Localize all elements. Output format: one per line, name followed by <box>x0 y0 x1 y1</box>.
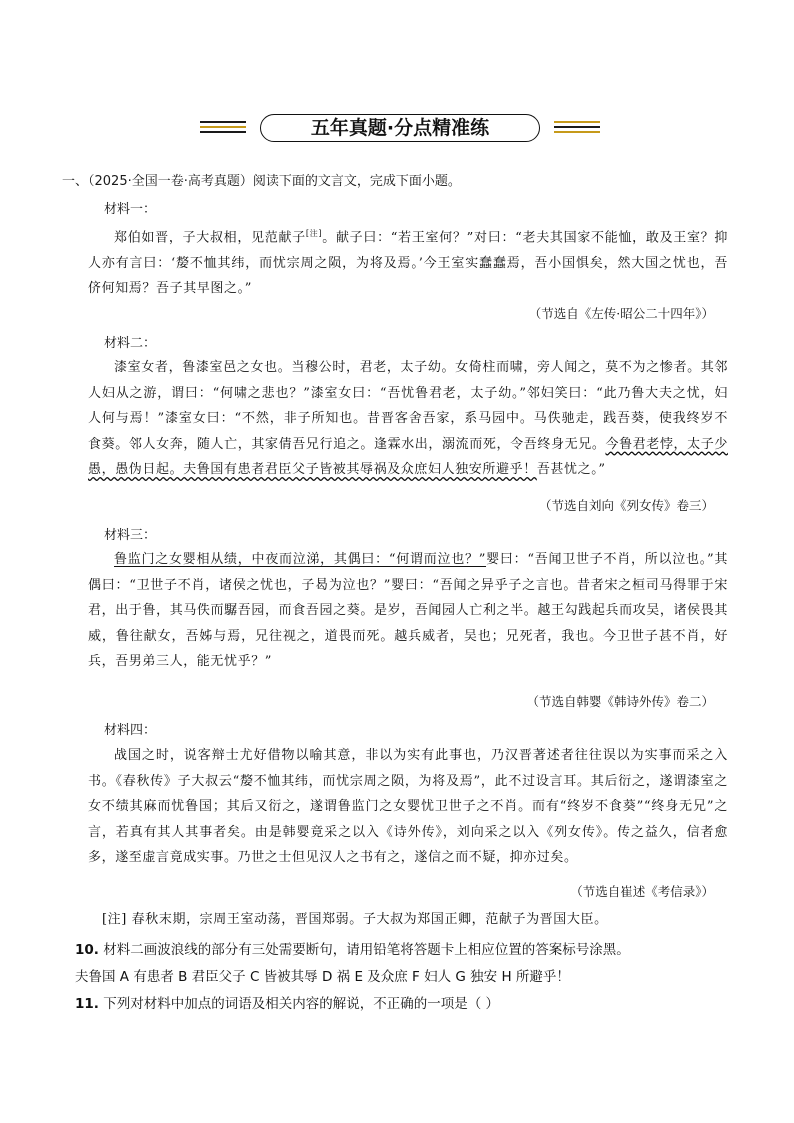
question-10-text: 材料二画波浪线的部分有三处需要断句，请用铅笔将答题卡上相应位置的答案标号涂黑。 <box>103 942 630 958</box>
question-10-number: 10. <box>75 942 99 958</box>
banner-title: 五年真题·分点精准练 <box>260 114 540 142</box>
section-banner <box>200 112 600 146</box>
material-1-text <box>88 221 728 302</box>
material-3-text <box>88 547 728 675</box>
material-1-label: 材料一： <box>104 202 157 217</box>
material-2-citation: （节选自刘向《列女传》卷三） <box>538 498 714 513</box>
material-2-text <box>88 355 728 483</box>
material-1-citation: （节选自《左传·昭公二十四年》） <box>528 306 714 321</box>
question-10-options: 夫鲁国 A 有患者 B 君臣父子 C 皆被其辱 D 祸 E 及众庶 F 妇人 G 独安 H 所避乎！ <box>75 969 570 985</box>
material-3-citation: （节选自韩婴《韩诗外传》卷二） <box>526 694 714 709</box>
question-10 <box>75 938 630 958</box>
material-4-label: 材料四： <box>104 723 157 738</box>
material-1-note-mark: [注] <box>305 229 323 238</box>
material-3-label: 材料三： <box>104 528 157 543</box>
footnote: [注] 春秋末期，宗周王室动荡，晋国郑弱。子大叔为郑国正卿，范献子为晋国大臣。 <box>102 912 608 927</box>
question-11 <box>75 992 499 1012</box>
question-instruction: ）阅读下面的文言文，完成下面小题。 <box>239 174 461 189</box>
material-3-underlined-text: 鲁监门之女婴相从绩，中夜而泣涕，其偶曰：“何谓而泣也？” <box>114 552 487 567</box>
material-3-special-char: 驏 <box>224 603 238 618</box>
material-1-text-b: 。献子曰：“若王室何？”对曰：“老夫其国家不能恤，敢及王室？抑人亦有言曰：‘嫠不恤其纬，而忧宗周之陨，为将及焉。’今王室实蠢蠢焉，吾小国惧矣，然大国之忧也，吾侪何知焉？吾子其早图之。” <box>88 230 728 297</box>
material-2-label: 材料二： <box>104 336 157 351</box>
material-2-text-a: 漆室女者，鲁漆室邑之女也。当穆公时，君老，太子幼。女倚柱而啸，旁人闻之，莫不为之惨者。其邻人妇从之游，谓曰：“何啸之悲也？”漆室女曰：“吾忧鲁君老，太子幼。”邻妇笑曰：“此乃鲁大夫之忧，妇人何与焉！”漆室女曰：“不然，非子所知也。昔晋客舍吾家，系马园中。马佚驰走，践吾葵，使我终岁不食葵。邻人女奔，随人亡，其家倩吾兄行追之。逢霖水出，溺流而死，令吾终身无兄。 <box>88 360 728 452</box>
material-3-text-a: 婴曰：“吾闻卫世子不肖，所以泣也。”其偶曰：“卫世子不肖，诸侯之忧也，子曷为泣也？”婴曰：“吾闻之异乎子之言也。昔者宋之桓司马得罪于宋君，出于鲁，其马佚而 <box>88 552 728 618</box>
material-4-text: 战国之时，说客辩士尤好借物以喻其意，非以为实有此事也，乃汉晋著述者往往误以为实事而采之入书。《春秋传》子大叔云“嫠不恤其纬，而忧宗周之陨，为将及焉”，此不过设言耳。其后衍之，遂谓漆室之女不绩其麻而忧鲁国；其后又衍之，遂谓鲁监门之女婴忧卫世子之不肖。而有“终岁不食葵”“终身无兄”之言，若真有其人其事者矣。由是韩婴竟采之以入《诗外传》，刘向采之以入《列女传》。传之益久，信者愈多，遂至虚言竟成实事。乃世之士但见汉人之书有之，遂信之而不疑，抑亦过矣。 <box>88 748 728 865</box>
material-3-text-b: 吾园，而食吾园之葵。是岁，吾闻园人亡利之半。越王勾践起兵而攻吴，诸侯畏其威，鲁往献女，吾姊与焉，兄往视之，道畏而死。越兵威者，吴也；兄死者，我也。今卫世子甚不肖，好兵，吾男弟三人，能无忧乎？” <box>88 603 728 669</box>
question-heading <box>62 170 461 189</box>
question-11-number: 11. <box>75 996 99 1012</box>
material-1-text-a: 郑伯如晋，子大叔相，见范献子 <box>114 230 306 246</box>
question-11-text: 下列对材料中加点的词语及相关内容的解说，不正确的一项是（ ） <box>103 996 500 1012</box>
banner-right-decoration <box>554 121 600 136</box>
question-prefix: 一、（ <box>62 174 95 189</box>
material-2-text-b: 吾甚忧之。” <box>536 462 606 477</box>
material-4-citation: （节选自崔述《考信录》） <box>570 884 714 899</box>
banner-left-decoration <box>200 121 246 136</box>
material-2-wavy-text: 今鲁君老悖，太子少愚，愚伪日起。夫鲁国有患者君臣父子皆被其辱祸及众庶妇人独安所避乎！ <box>88 436 728 477</box>
question-source: 2025·全国一卷·高考真题 <box>94 174 240 189</box>
